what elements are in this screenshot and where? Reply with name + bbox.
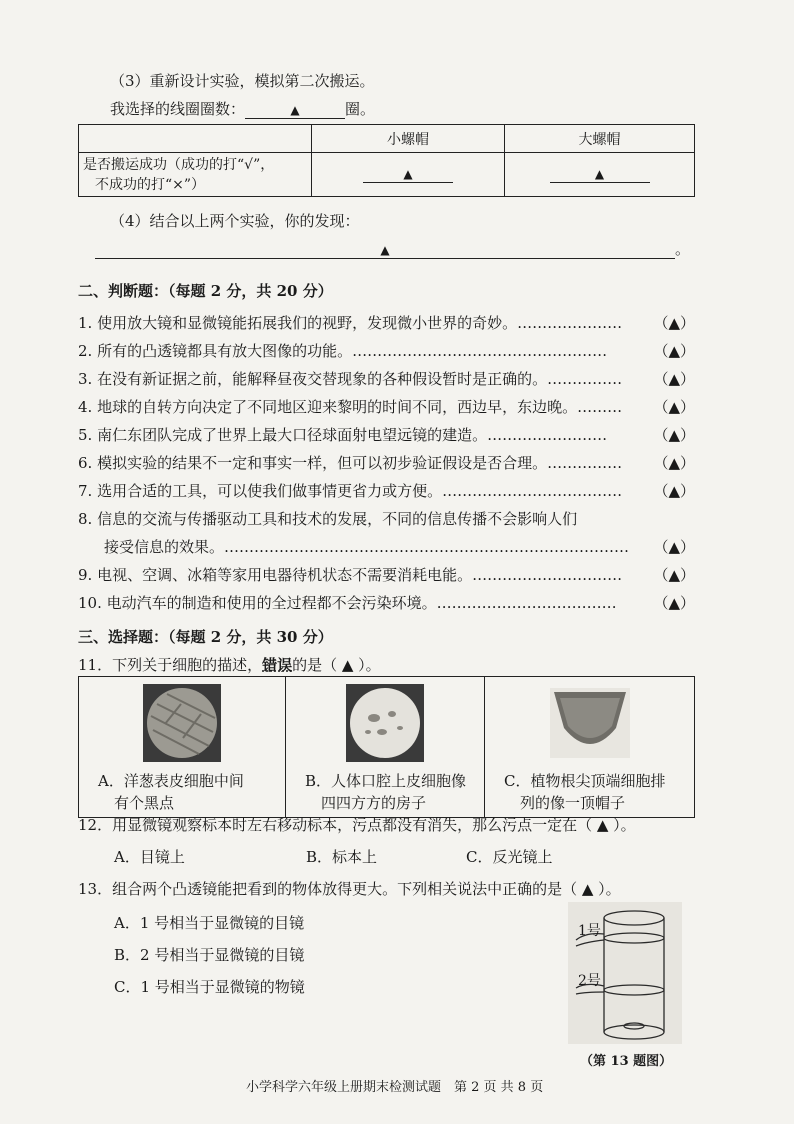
q11-option-c[interactable] (485, 677, 695, 818)
answer-bracket[interactable]: （▲） (653, 594, 695, 612)
tf-item-8-cont (104, 536, 695, 557)
large-nut-answer-cell[interactable] (505, 153, 695, 197)
q13-stem: 13．组合两个凸透镜能把看到的物体放得更大。下列相关说法中正确的是（ ▲ ）。 (78, 880, 621, 898)
col-small-nut: 小螺帽 (312, 125, 505, 153)
tf-item-text: 9. 电视、空调、冰箱等家用电器待机状态不需要消耗电能。 (78, 566, 473, 584)
tf-item-text: 5. 南仁东团队完成了世界上最大口径球面射电望远镜的建造。 (78, 426, 488, 444)
cheek-cell-image (346, 684, 424, 762)
answer-bracket[interactable]: （▲） (653, 426, 695, 444)
tf-item-text: 2. 所有的凸透镜都具有放大图像的功能。 (78, 342, 353, 360)
small-nut-blank[interactable] (363, 166, 453, 183)
answer-bracket[interactable]: （▲） (653, 314, 695, 332)
section2-heading: 二、判断题：（每题 2 分，共 20 分） (78, 282, 333, 300)
finding-line (95, 238, 690, 259)
table-corner (79, 125, 312, 153)
coil-count-blank[interactable] (245, 100, 345, 119)
caption-line: 有个黑点 (114, 794, 175, 812)
tf-item-3 (78, 368, 695, 389)
leader-dots: …………… (547, 370, 623, 388)
q12-option-b[interactable]: B．标本上 (306, 848, 378, 866)
option-caption (80, 768, 284, 816)
row-label-line1: 是否搬运成功（成功的打“√”， (83, 156, 275, 173)
option-caption (486, 768, 693, 816)
tf-item-text: 1. 使用放大镜和显微镜能拓展我们的视野，发现微小世界的奇妙。 (78, 314, 518, 332)
q11-emphasis: 错误 (262, 656, 293, 674)
q11-stem (78, 654, 381, 675)
caption-line: 四四方方的房子 (321, 794, 427, 812)
leader-dots: ………………………… (472, 566, 623, 584)
tf-item-text: 10. 电动汽车的制造和使用的全过程都不会污染环境。 (78, 594, 437, 612)
q12-option-c[interactable]: C．反光镜上 (466, 848, 553, 866)
answer-bracket[interactable]: （▲） (653, 566, 695, 584)
coil-prefix: 我选择的线圈圈数： (110, 100, 246, 118)
q12-stem: 12．用显微镜观察标本时左右移动标本，污点都没有消失，那么污点一定在（ ▲ ）。 (78, 816, 636, 834)
part4-title: （4）结合以上两个实验，你的发现： (110, 212, 360, 230)
leader-dots: ……………………………………………………………………… (224, 538, 630, 556)
q11-stem-c: 的是（ ▲ ）。 (292, 656, 381, 674)
leader-dots: ………………… (517, 314, 623, 332)
answer-bracket[interactable]: （▲） (653, 370, 695, 388)
q12-option-a[interactable]: A．目镜上 (114, 848, 185, 866)
leader-dots: …………………………………………… (352, 342, 608, 360)
answer-mark: ▲ (290, 103, 300, 117)
caption-line: 列的像一顶帽子 (520, 794, 626, 812)
leader-dots: …………………… (487, 426, 608, 444)
coil-suffix: 圈。 (345, 100, 376, 118)
q13-option-c[interactable]: C．1 号相当于显微镜的物镜 (114, 978, 305, 996)
section3-heading: 三、选择题：（每题 2 分，共 30 分） (78, 628, 333, 646)
tf-item-1 (78, 312, 695, 333)
tf-item-9 (78, 564, 695, 585)
caption-line: C．植物根尖顶端细胞排 (504, 772, 666, 790)
large-nut-blank[interactable] (550, 166, 650, 183)
lens-tube-figure (568, 902, 682, 1044)
tf-item-text: 3. 在没有新证据之前，能解释昼夜交替现象的各种假设暂时是正确的。 (78, 370, 548, 388)
tf-item-7 (78, 480, 695, 501)
caption-line: B．人体口腔上皮细胞像 (305, 772, 467, 790)
leader-dots: ……… (577, 398, 623, 416)
tf-item-text: 7. 选用合适的工具，可以使我们做事情更省力或方便。 (78, 482, 443, 500)
answer-mark: ▲ (380, 243, 390, 257)
tf-item-text: 8. 信息的交流与传播驱动工具和技术的发展，不同的信息传播不会影响人们 (78, 510, 578, 528)
root-tip-image (550, 688, 630, 758)
answer-bracket[interactable]: （▲） (653, 482, 695, 500)
q11-options-table (78, 676, 695, 818)
answer-bracket[interactable]: （▲） (653, 398, 695, 416)
leader-dots: ……………………………… (442, 482, 623, 500)
answer-mark: ▲ (594, 167, 605, 181)
caption-line: A．洋葱表皮细胞中间 (98, 772, 244, 790)
q11-option-a[interactable] (79, 677, 286, 818)
tf-item-4 (78, 396, 695, 417)
tf-item-text: 接受信息的效果。 (104, 538, 225, 556)
tf-item-2 (78, 340, 695, 361)
figure-caption: （第 13 题图） (580, 1054, 673, 1069)
lens-2-label: 2号 (578, 973, 601, 989)
q13-option-b[interactable]: B．2 号相当于显微镜的目镜 (114, 946, 305, 964)
q11-stem-a: 11．下列关于细胞的描述， (78, 656, 263, 674)
lens-1-label: 1号 (578, 923, 601, 939)
tf-item-text: 4. 地球的自转方向决定了不同地区迎来黎明的时间不同，西边早，东边晚。 (78, 398, 578, 416)
page-footer: 小学科学六年级上册期末检测试题 第 2 页 共 8 页 (246, 1080, 544, 1095)
option-caption (287, 768, 483, 816)
tf-item-5 (78, 424, 695, 445)
coil-count-line (110, 98, 375, 119)
answer-bracket[interactable]: （▲） (653, 342, 695, 360)
finding-blank[interactable] (95, 240, 675, 259)
row-label-line2: 不成功的打“×”） (95, 176, 206, 193)
q11-option-b[interactable] (286, 677, 485, 818)
leader-dots: …………… (547, 454, 623, 472)
tf-item-6 (78, 452, 695, 473)
tf-item-10 (78, 592, 695, 613)
q13-option-a[interactable]: A．1 号相当于显微镜的目镜 (114, 914, 305, 932)
tf-item-text: 6. 模拟实验的结果不一定和事实一样，但可以初步验证假设是否合理。 (78, 454, 548, 472)
part3-title: （3）重新设计实验，模拟第二次搬运。 (110, 72, 375, 90)
answer-mark: ▲ (403, 167, 413, 181)
row-label (79, 153, 312, 197)
answer-bracket[interactable]: （▲） (653, 538, 695, 556)
leader-dots: ……………………………… (436, 594, 617, 612)
answer-bracket[interactable]: （▲） (653, 454, 695, 472)
finding-end: 。 (675, 240, 691, 258)
tf-item-8 (78, 508, 695, 529)
col-large-nut: 大螺帽 (505, 125, 695, 153)
transport-table (78, 124, 695, 197)
small-nut-answer-cell[interactable] (312, 153, 505, 197)
onion-cell-image (143, 684, 221, 762)
